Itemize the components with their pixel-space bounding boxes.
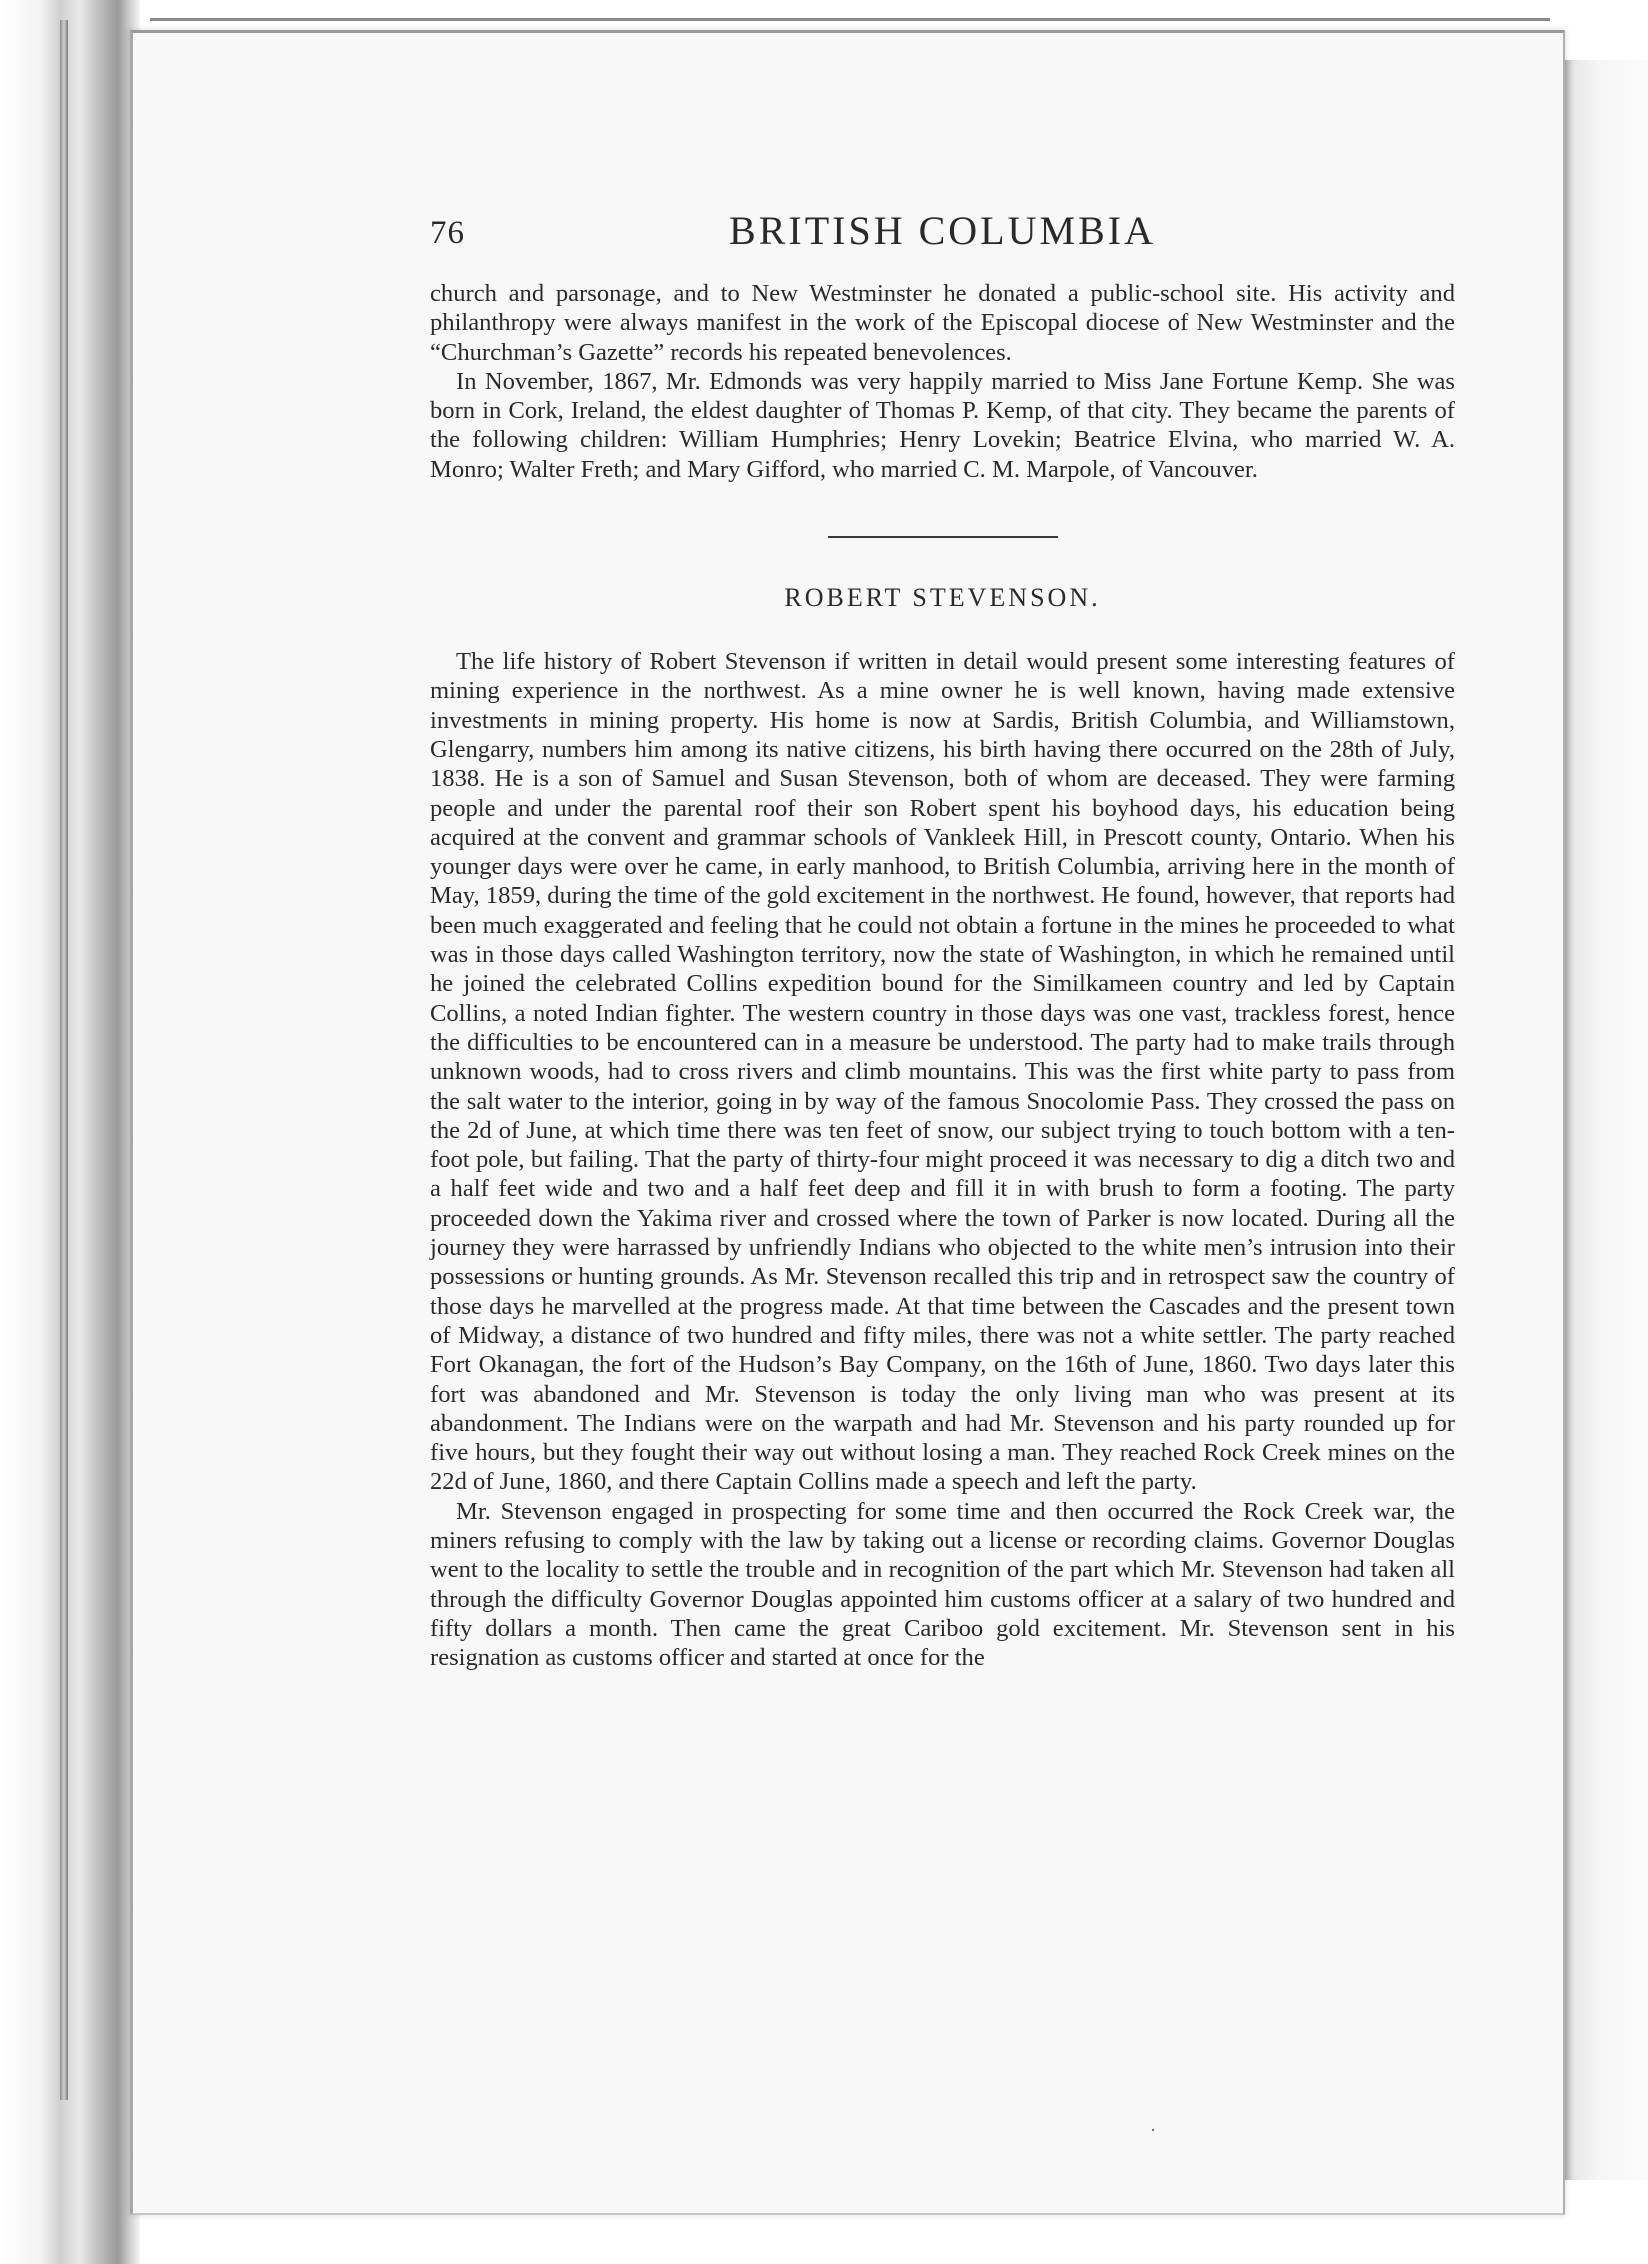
book-binding bbox=[0, 0, 140, 2264]
page-header: BRITISH COLUMBIA bbox=[729, 208, 1156, 253]
previous-article-paragraph-2: In November, 1867, Mr. Edmonds was very happily married to Miss Jane Fortune Kemp. She was born in Cork, Ireland, the eldest daughter of Thomas P. Kemp, of that city. They became the parents of the following children: William Humphries; Henry Lovekin; Beatrice Elvina, who married W. A. Monro; Walter Freth; and Mary Gifford, who married C. M. Marpole, of Vancouver. bbox=[430, 367, 1455, 483]
next-page bbox=[1560, 60, 1648, 2180]
page-top-edge bbox=[150, 18, 1550, 21]
page-number: 76 bbox=[430, 215, 465, 251]
page-content bbox=[430, 205, 1455, 1672]
scan-speck: · bbox=[1150, 2120, 1156, 2140]
article-title: ROBERT STEVENSON. bbox=[784, 583, 1101, 613]
previous-article-paragraph-1: church and parsonage, and to New Westminster he donated a public-school site. His activity and philanthropy were always manifest in the work of the Episcopal diocese of New Westminster and the “Churchman’s Gazette” records his repeated benevolences. bbox=[430, 280, 1455, 366]
article-paragraph-2: Mr. Stevenson engaged in prospecting for some time and then occurred the Rock Creek war, the miners refusing to comply with the law by taking out a license or recording claims. Governor Douglas went to the locality to settle the trouble and in recognition of the part which Mr. Stevenson had taken all through the difficulty Governor Douglas appointed him customs officer at a salary of two hundred and fifty dollars a month. Then came the great Cariboo gold excitement. Mr. Stevenson sent in his resignation as customs officer and started at once for the bbox=[430, 1497, 1455, 1672]
article-paragraph-1: The life history of Robert Stevenson if written in detail would present some interesting features of mining experience in the northwest. As a mine owner he is well known, having made extensive investments in mining property. His home is now at Sardis, British Columbia, and Williamstown, Glengarry, numbers him among its native citizens, his birth having there occurred on the 28th of July, 1838. He is a son of Samuel and Susan Stevenson, both of whom are deceased. They were farming people and under the parental roof their son Robert spent his boyhood days, his education being acquired at the convent and grammar schools of Vankleek Hill, in Prescott county, Ontario. When his younger days were over he came, in early manhood, to British Columbia, arriving here in the month of May, 1859, during the time of the gold excitement in the northwest. He found, however, that reports had been much exaggerated and feeling that he could not obtain a fortune in the mines he proceeded to what was in those days called Washington territory, now the state of Washington, in which he remained until he joined the celebrated Collins expedition bound for the Similkameen country and led by Captain Collins, a noted Indian fighter. The western country in those days was one vast, trackless forest, hence the difficulties to be encountered can in a measure be understood. The party had to make trails through unknown woods, had to cross rivers and climb mountains. This was the first white party to pass from the salt water to the interior, going in by way of the famous Snocolomie Pass. They crossed the pass on the 2d of June, at which time there was ten feet of snow, our subject trying to touch bottom with a ten-foot pole, but failing. That the party of thirty-four might proceed it was necessary to dig a ditch two and a half feet wide and two and a half feet deep and fill it in with brush to form a footing. The party proceeded down the Yakima river and crossed where the town of Parker is now located. During all the journey they were harrassed by unfriendly Indians who objected to the white men’s intrusion into their possessions or hunting grounds. As Mr. Stevenson recalled this trip and in retrospect saw the country of those days he marvelled at the progress made. At that time between the Cascades and the present town of Midway, a distance of two hundred and fifty miles, there was not a white settler. The party reached Fort Okanagan, the fort of the Hudson’s Bay Company, on the 16th of June, 1860. Two days later this fort was abandoned and Mr. Stevenson is today the only living man who was present at its abandonment. The Indians were on the warpath and had Mr. Stevenson and his party rounded up for five hours, but they fought their way out without losing a man. They reached Rock Creek mines on the 22d of June, 1860, and there Captain Collins made a speech and left the party. bbox=[430, 648, 1455, 1496]
section-separator bbox=[828, 536, 1058, 538]
page-stack-edge bbox=[60, 20, 68, 2100]
running-head bbox=[430, 205, 1455, 279]
